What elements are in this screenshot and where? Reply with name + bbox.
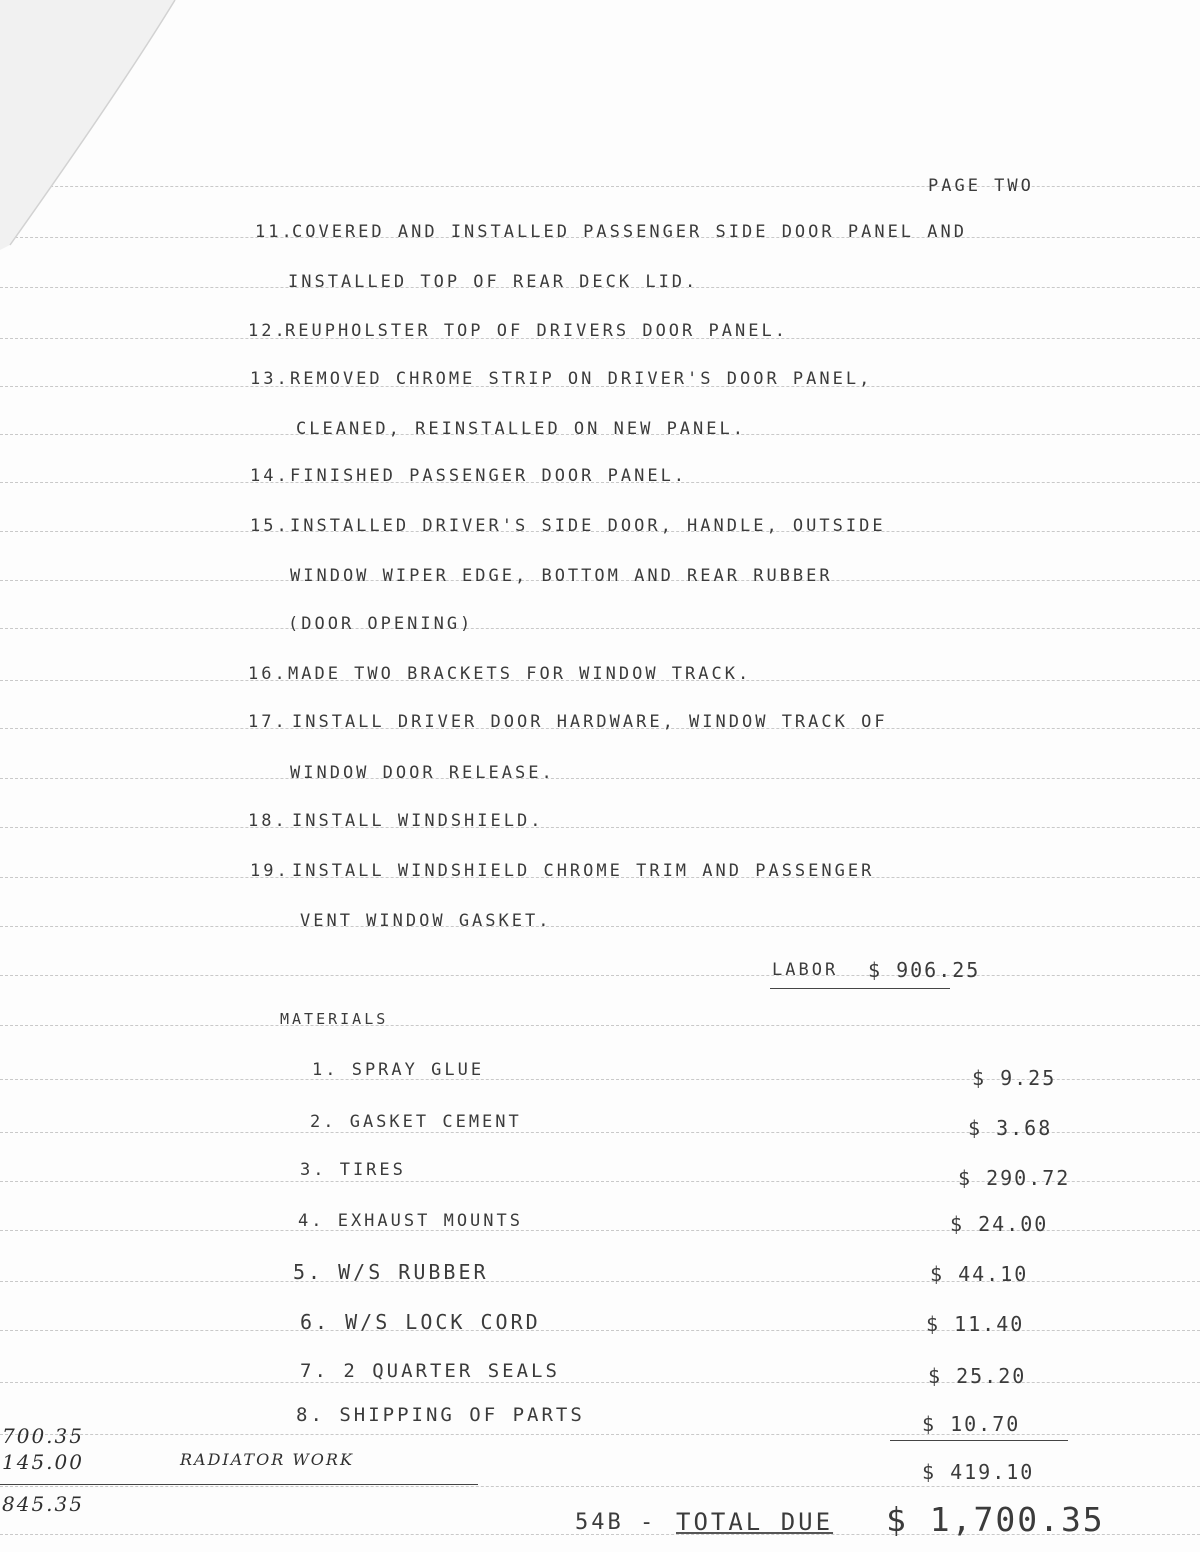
- item-number: 18.: [248, 811, 288, 831]
- rule-line: [0, 1025, 1200, 1026]
- material-item: 1. SPRAY GLUE: [312, 1060, 485, 1080]
- rule-line: [0, 926, 1200, 927]
- labor-amount: $ 906.25: [868, 958, 981, 982]
- item-line: FINISHED PASSENGER DOOR PANEL.: [290, 466, 688, 486]
- labor-label: LABOR: [772, 960, 839, 980]
- total-label: TOTAL DUE: [676, 1508, 834, 1536]
- material-item: 8. SHIPPING OF PARTS: [296, 1404, 585, 1426]
- material-item: 2. GASKET CEMENT: [310, 1112, 522, 1132]
- item-line: INSTALL DRIVER DOOR HARDWARE, WINDOW TRACK OF: [292, 712, 888, 732]
- item-line: REUPHOLSTER TOP OF DRIVERS DOOR PANEL.: [285, 321, 788, 341]
- item-line: INSTALLED DRIVER'S SIDE DOOR, HANDLE, OUTSIDE: [290, 516, 886, 536]
- material-amount: $ 24.00: [950, 1212, 1049, 1236]
- item-number: 14.: [250, 466, 290, 486]
- item-line: CLEANED, REINSTALLED ON NEW PANEL.: [296, 419, 746, 439]
- material-amount: $ 25.20: [928, 1364, 1027, 1388]
- rule-line: [0, 628, 1200, 629]
- item-number: 16.: [248, 664, 288, 684]
- material-amount: $ 3.68: [968, 1116, 1053, 1140]
- material-item: 4. EXHAUST MOUNTS: [298, 1211, 523, 1231]
- item-number: 15.: [250, 516, 290, 536]
- materials-heading: MATERIALS: [280, 1010, 389, 1028]
- material-amount: $ 290.72: [958, 1166, 1071, 1190]
- material-item: 3. TIRES: [300, 1160, 406, 1180]
- item-line: REMOVED CHROME STRIP ON DRIVER'S DOOR PANEL,: [290, 369, 873, 389]
- item-number: 17.: [248, 712, 288, 732]
- item-line: VENT WINDOW GASKET.: [300, 911, 552, 931]
- margin-note-line3: 845.35: [2, 1492, 84, 1516]
- item-line: WINDOW WIPER EDGE, BOTTOM AND REAR RUBBER: [290, 566, 833, 586]
- material-amount: $ 9.25: [972, 1066, 1057, 1090]
- rule-line: [0, 975, 1200, 976]
- item-line: INSTALL WINDSHIELD CHROME TRIM AND PASSENGER: [292, 861, 875, 881]
- item-number: 11.: [255, 222, 295, 242]
- item-line: (DOOR OPENING): [288, 614, 474, 634]
- material-amount: $ 11.40: [926, 1312, 1025, 1336]
- item-line: INSTALL WINDSHIELD.: [292, 811, 544, 831]
- total-prefix: 54B -: [575, 1510, 657, 1535]
- rule-line: [0, 1486, 1200, 1487]
- total-amount: $ 1,700.35: [886, 1500, 1105, 1539]
- item-number: 13.: [250, 369, 290, 389]
- margin-note-line2-amount: 145.00: [2, 1450, 84, 1474]
- rule-line: [0, 827, 1200, 828]
- item-number: 19.: [250, 861, 290, 881]
- subtotal-rule: [890, 1440, 1068, 1441]
- material-item: 7. 2 QUARTER SEALS: [300, 1360, 560, 1382]
- margin-note-line1: 700.35: [2, 1424, 84, 1448]
- labor-underline: [770, 988, 950, 989]
- materials-subtotal: $ 419.10: [922, 1460, 1035, 1484]
- page-label: PAGE TWO: [928, 176, 1034, 196]
- material-amount: $ 10.70: [922, 1412, 1021, 1436]
- item-line: MADE TWO BRACKETS FOR WINDOW TRACK.: [288, 664, 752, 684]
- margin-note-line2-text: RADIATOR WORK: [180, 1450, 354, 1469]
- item-line: COVERED AND INSTALLED PASSENGER SIDE DOOR PANEL AND: [292, 222, 967, 242]
- material-amount: $ 44.10: [930, 1262, 1029, 1286]
- rule-line: [0, 778, 1200, 779]
- item-line: WINDOW DOOR RELEASE.: [290, 763, 555, 783]
- margin-note-rule: [0, 1484, 478, 1485]
- material-item: 5. W/S RUBBER: [293, 1260, 489, 1284]
- material-item: 6. W/S LOCK CORD: [300, 1310, 541, 1334]
- page-fold-shadow: [0, 0, 200, 260]
- item-line: INSTALLED TOP OF REAR DECK LID.: [288, 272, 699, 292]
- item-number: 12.: [248, 321, 288, 341]
